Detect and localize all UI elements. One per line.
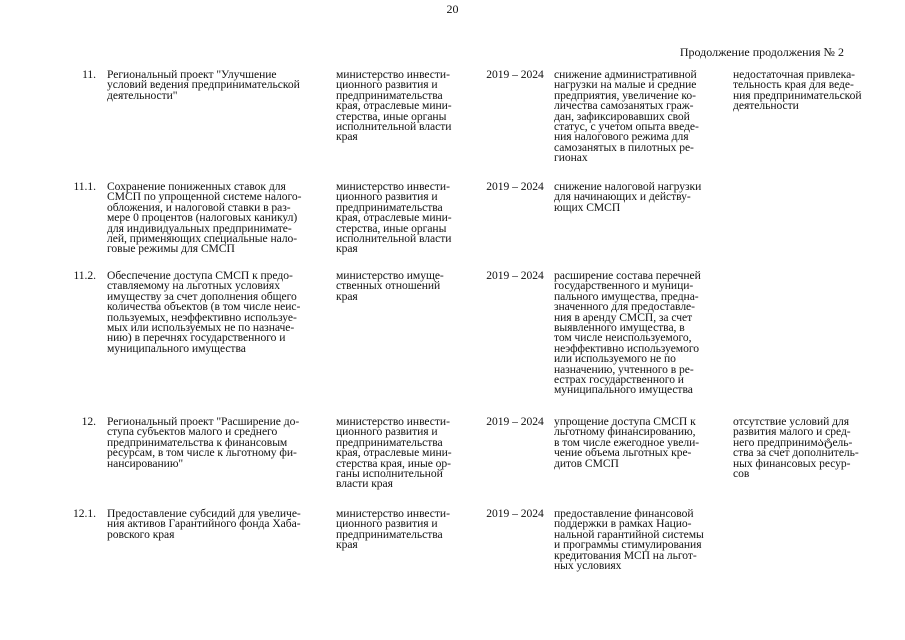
risk: недостаточная привлека- тельность края для веде- ния предпринимательской деятельности	[733, 68, 862, 113]
term: 2019 – 2024	[486, 415, 544, 428]
executor: министерство инвести- ционного развития и предпринимательства края	[336, 507, 450, 552]
term: 2019 – 2024	[486, 507, 544, 520]
term: 2019 – 2024	[486, 180, 544, 193]
row-number: 11.	[82, 68, 96, 81]
expected-result: расширение состава перечней государственного и муници- пального имущества, предна- значенного для предоставле- ния в аренду СМСП, за счет выявленного имущества, в том числе неиспользуемого, неэффективно используемого или используемого не по назначению, учтенного в ре- естрах государственного и муниципального имущества	[554, 269, 701, 397]
executor: министерство инвести- ционного развития и предпринимательства края, отраслевые мини- стерства, иные органы исполнительной власти края	[336, 180, 452, 256]
term: 2019 – 2024	[486, 269, 544, 282]
executor: министерство инвести- ционного развития и предпринимательства края, отраслевые мини- стерства края, иные ор- ганы исполнительной власти края	[336, 415, 452, 491]
expected-result: снижение налоговой нагрузки для начинающих и действу- ющих СМСП	[554, 180, 702, 214]
expected-result: упрощение доступа СМСП к льготному финансированию, в том числе ежегодное увели- чение объема льготных кре- дитов СМСП	[554, 415, 700, 470]
row-number: 12.	[81, 415, 96, 428]
expected-result: снижение административной нагрузки на малые и средние предприятия, увеличение ко- личества самозанятых граж- дан, зафиксировавших свой статус, с учетом опыта введе- ния налогового режима для самозанятых в пилотных ре- гионах	[554, 68, 699, 165]
page-number: 20	[446, 2, 459, 16]
row-number: 11.1.	[73, 180, 96, 193]
event-name: Обеспечение доступа СМСП к предо- ставляемому на льготных условиях имуществу за счет дополнения общего количества объектов (в том числе неис- пользуемых, неэффективно используе- мых или используемых не по назначе- нию) в перечнях государственного и муниципального имущества	[107, 269, 301, 355]
event-name: Региональный проект "Улучшение условий ведения предпринимательской деятельности"	[107, 68, 300, 102]
event-name: Региональный проект "Расширение до- ступа субъектов малого и среднего предпринимательства к финансовым ресурсам, в том числе к льготному фи- нансированию"	[107, 415, 300, 470]
executor: министерство имуще- ственных отношений края	[336, 269, 444, 303]
term: 2019 – 2024	[486, 68, 544, 81]
continuation-label: Продолжение продолжения № 2	[679, 45, 844, 59]
event-name: Предоставление субсидий для увеличе- ния активов Гарантийного фонда Хаба- ровского края	[107, 507, 301, 541]
executor: министерство инвести- ционного развития и предпринимательства края, отраслевые мини- стерства, иные органы исполнительной власти края	[336, 68, 452, 144]
expected-result: предоставление финансовой поддержки в рамках Нацио- нальной гарантийной системы и программы стимулирования кредитования МСП на льгот- ных условиях	[554, 507, 704, 573]
row-number: 12.1.	[73, 507, 96, 520]
risk: отсутствие условий для развития малого и сред- него предпринимატель- ства за счет дополнитель- ных финансовых ресур- сов	[733, 415, 859, 481]
row-number: 11.2.	[73, 269, 96, 282]
event-name: Сохранение пониженных ставок для СМСП по упрощенной системе налого- обложения, и налоговой ставки в раз- мере 0 процентов (налоговых каникул) для индивидуальных предпринимате- лей, применяющих специальные нало- говые режимы для СМСП	[107, 180, 302, 256]
